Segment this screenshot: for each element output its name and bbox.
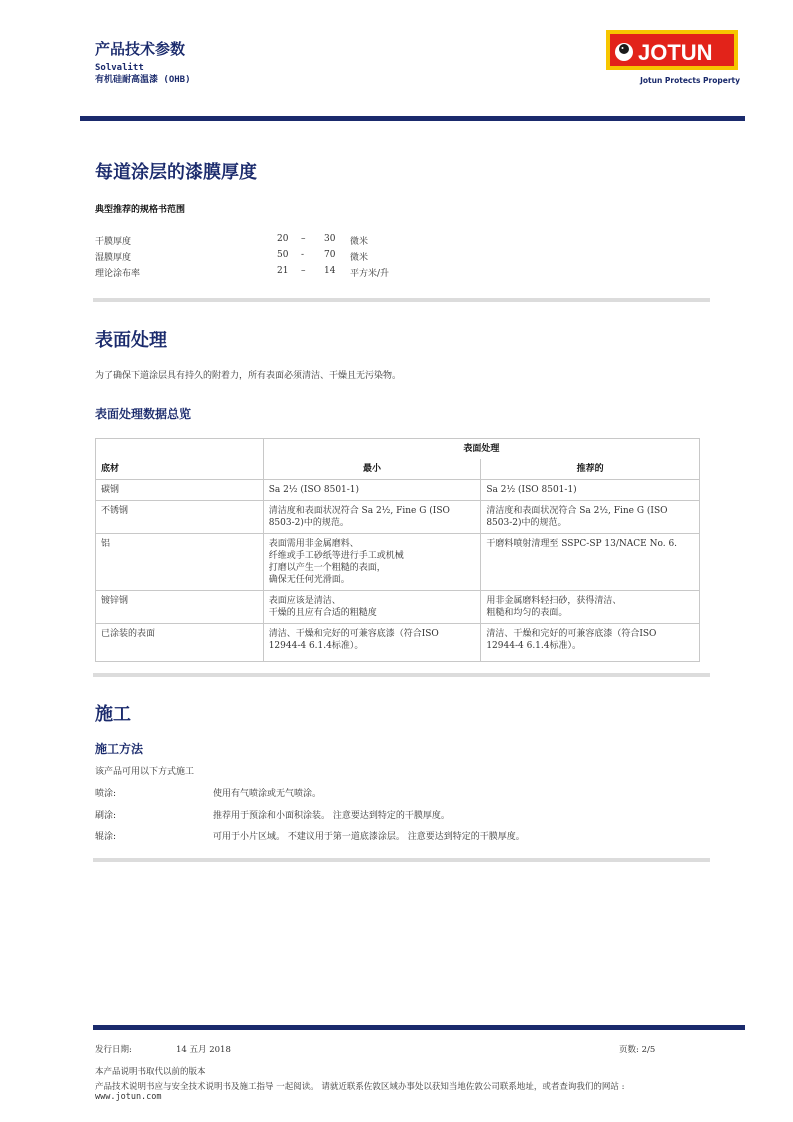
film-row-max: 30 xyxy=(324,234,336,244)
film-thickness-subtitle: 典型推荐的规格书范围 xyxy=(95,205,186,215)
table-row xyxy=(96,480,700,501)
min-cell: 表面应该是清洁、 干燥的且应有合适的粗糙度 xyxy=(263,591,481,624)
method-text: 推荐用于预涂和小面积涂装。 注意要达到特定的干膜厚度。 xyxy=(213,811,450,821)
header-divider xyxy=(80,116,745,121)
film-row-dash: – xyxy=(301,234,306,244)
film-row-min: 20 xyxy=(277,234,289,244)
film-row-max: 14 xyxy=(324,266,336,276)
method-text: 可用于小片区域。 不建议用于第一道底漆涂层。 注意要达到特定的干膜厚度。 xyxy=(213,832,525,842)
film-row-min: 50 xyxy=(277,250,289,260)
film-row-max: 70 xyxy=(324,250,336,260)
col-min-header: 最小 xyxy=(263,459,481,480)
table-row xyxy=(96,534,700,591)
table-header-row xyxy=(96,439,700,460)
method-label: 喷涂: xyxy=(95,789,117,799)
footer-divider xyxy=(93,1025,745,1030)
film-row-label: 湿膜厚度 xyxy=(95,253,132,263)
section-divider xyxy=(93,673,710,677)
substrate-cell: 镀锌钢 xyxy=(96,591,264,624)
issue-date-value: 14 五月 2018 xyxy=(176,1045,231,1055)
section-divider xyxy=(93,298,710,302)
substrate-cell: 不锈钢 xyxy=(96,501,264,534)
method-label: 刷涂: xyxy=(95,811,117,821)
min-cell: 清洁、干燥和完好的可兼容底漆（符合ISO 12944-4 6.1.4标准）。 xyxy=(263,624,481,662)
rec-cell: 用非金属磨料轻扫砂，获得清洁、 粗糙和均匀的表面。 xyxy=(481,591,700,624)
film-row-min: 21 xyxy=(277,266,289,276)
surface-title: 表面处理 xyxy=(95,330,167,351)
website-link[interactable]: www.jotun.com xyxy=(95,1092,162,1102)
logo-wordmark: JOTUN xyxy=(638,40,713,65)
surface-intro: 为了确保下道涂层具有持久的附着力，所有表面必须清洁、干燥且无污染物。 xyxy=(95,371,402,381)
logo-tagline: Jotun Protects Property xyxy=(640,76,740,85)
rec-cell: 清洁、干燥和完好的可兼容底漆（符合ISO 12944-4 6.1.4标准）。 xyxy=(481,624,700,662)
film-thickness-title: 每道涂层的漆膜厚度 xyxy=(95,162,257,183)
section-divider xyxy=(93,858,710,862)
substrate-cell: 碳钢 xyxy=(96,480,264,501)
surface-table xyxy=(95,438,700,662)
document-title: 产品技术参数 xyxy=(95,40,186,58)
col-substrate-header: 底材 xyxy=(96,439,264,480)
application-methods-title: 施工方法 xyxy=(95,742,144,756)
col-rec-header: 推荐的 xyxy=(481,459,700,480)
film-row-dash: - xyxy=(301,250,305,260)
film-row-unit: 微米 xyxy=(350,237,369,247)
table-row xyxy=(96,591,700,624)
footer-note-supersedes: 本产品说明书取代以前的版本 xyxy=(95,1067,206,1077)
product-name: Solvalitt xyxy=(95,63,144,73)
page-number: 页数: 2/5 xyxy=(619,1045,656,1055)
group-header: 表面处理 xyxy=(263,439,699,460)
issue-date-label: 发行日期: xyxy=(95,1045,132,1055)
rec-cell: 清洁度和表面状况符合 Sa 2½, Fine G (ISO 8503-2)中的规范。 xyxy=(481,501,700,534)
product-description: 有机硅耐高温漆 (OHB) xyxy=(95,75,191,85)
jotun-logo xyxy=(606,30,738,70)
film-row-unit: 微米 xyxy=(350,253,369,263)
product-info xyxy=(95,62,191,86)
min-cell: Sa 2½ (ISO 8501-1) xyxy=(263,480,481,501)
footer-note-read-with: 产品技术说明书应与安全技术说明书及施工指导 一起阅读。 请就近联系佐敦区域办事处以获知当地佐敦公司联系地址，或者查询我们的网站 : xyxy=(95,1082,625,1092)
film-row-dash: – xyxy=(301,266,306,276)
application-intro: 该产品可用以下方式施工 xyxy=(95,767,195,777)
application-title: 施工 xyxy=(95,704,131,725)
min-cell: 表面需用非金属磨料、 纤维或手工砂纸等进行手工或机械 打磨以产生一个粗糙的表面， 确保无任何光滑面。 xyxy=(263,534,481,591)
substrate-cell: 铝 xyxy=(96,534,264,591)
film-row-label: 理论涂布率 xyxy=(95,269,141,279)
rec-cell: Sa 2½ (ISO 8501-1) xyxy=(481,480,700,501)
surface-table-title: 表面处理数据总览 xyxy=(95,407,192,421)
table-row xyxy=(96,624,700,662)
method-text: 使用有气喷涂或无气喷涂。 xyxy=(213,789,322,799)
method-label: 辊涂: xyxy=(95,832,117,842)
min-cell: 清洁度和表面状况符合 Sa 2½, Fine G (ISO 8503-2)中的规范。 xyxy=(263,501,481,534)
substrate-cell: 已涂装的表面 xyxy=(96,624,264,662)
table-row xyxy=(96,501,700,534)
film-row-unit: 平方米/升 xyxy=(350,269,390,279)
rec-cell: 干磨料喷射清理至 SSPC-SP 13/NACE No. 6. xyxy=(481,534,700,591)
film-row-label: 干膜厚度 xyxy=(95,237,132,247)
